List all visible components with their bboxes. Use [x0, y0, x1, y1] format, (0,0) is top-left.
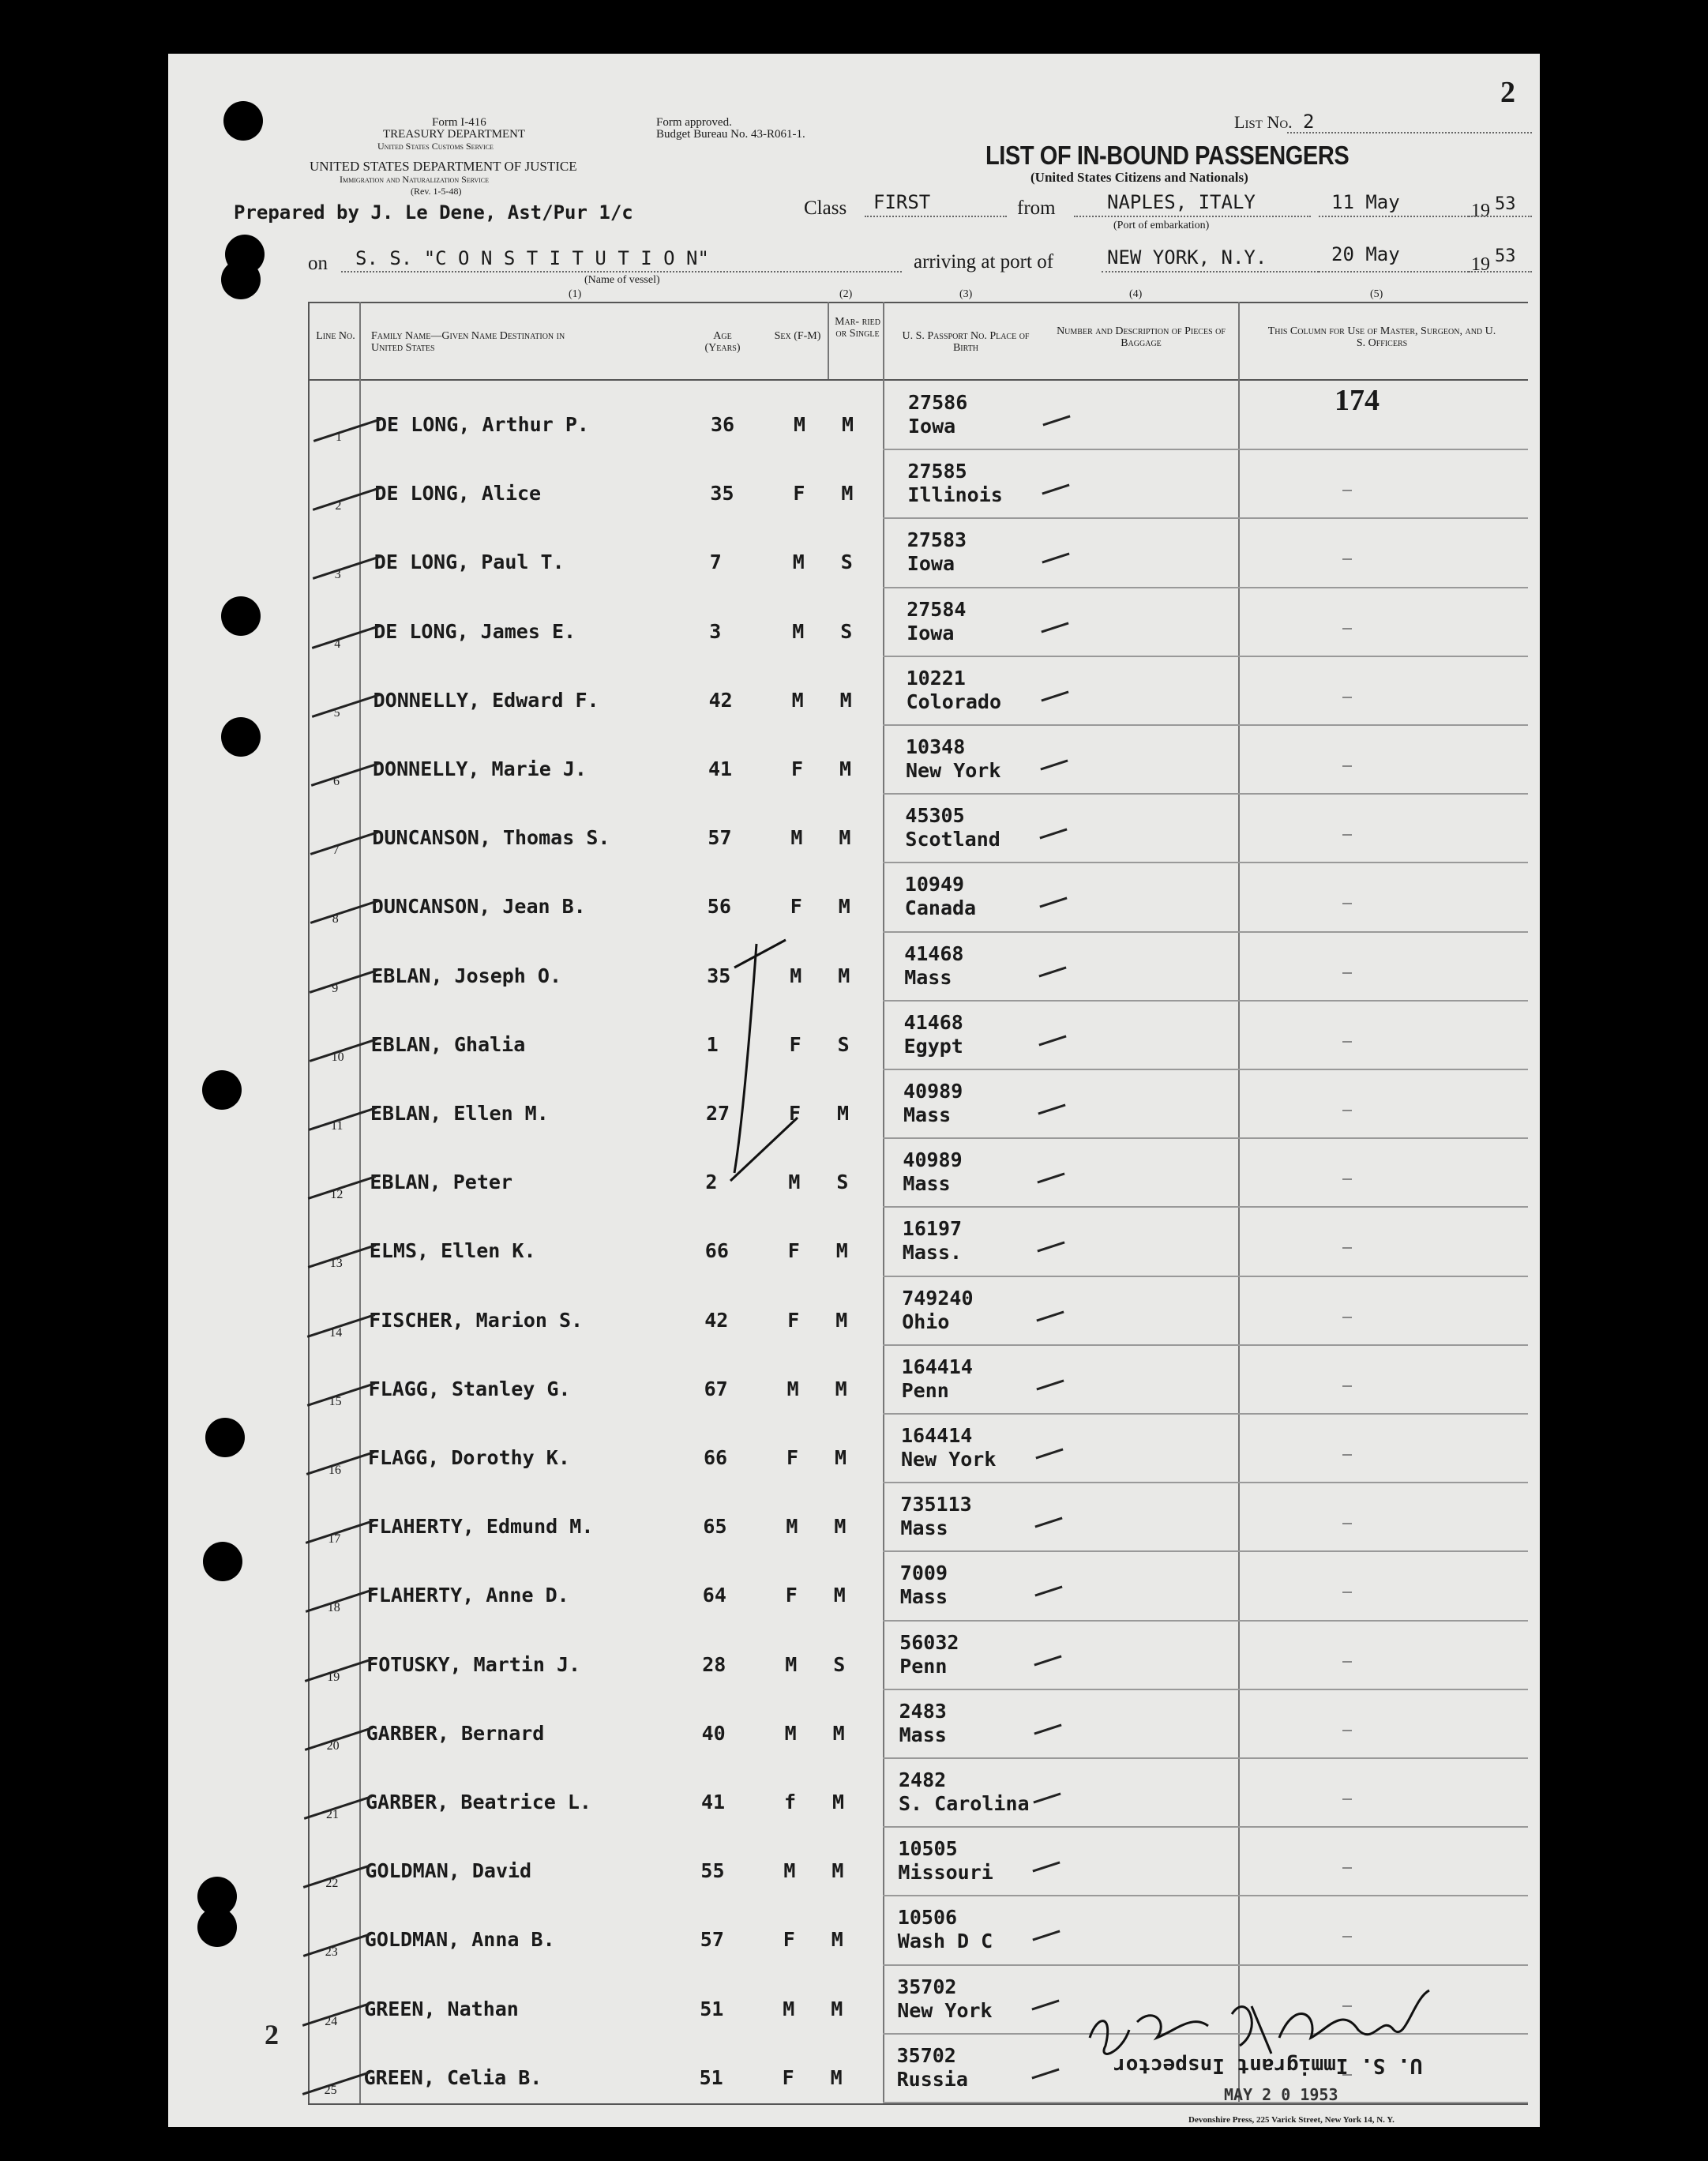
from-port: NAPLES, ITALY — [1107, 191, 1256, 213]
marital-status: M — [838, 895, 850, 919]
passenger-sex: M — [784, 1721, 797, 1745]
row-divider — [883, 1413, 1528, 1415]
row-divider — [883, 862, 1528, 863]
passenger-sex: M — [786, 1377, 799, 1400]
officer-dash-mark — [1342, 490, 1352, 491]
column-number-4: (4) — [1129, 288, 1143, 300]
marital-status: M — [839, 688, 852, 712]
customs-service: United States Customs Service — [377, 141, 494, 152]
passport-number: 40989 — [903, 1080, 963, 1103]
marital-status: M — [841, 482, 854, 505]
passenger-age: 42 — [708, 688, 733, 712]
passenger-sex: M — [790, 964, 802, 987]
marital-status: M — [835, 1446, 847, 1469]
punch-hole — [202, 1070, 242, 1110]
officer-note: 174 — [1334, 384, 1380, 417]
place-of-birth: Illinois — [907, 483, 1003, 507]
marital-status: M — [831, 1928, 843, 1952]
passenger-age: 67 — [704, 1377, 728, 1400]
passenger-age: 40 — [701, 1721, 726, 1745]
row-divider — [883, 1482, 1528, 1483]
passenger-age: 66 — [704, 1446, 728, 1469]
line-number: 17 — [328, 1532, 341, 1547]
budget-bureau: Budget Bureau No. 43-R061-1. — [656, 128, 805, 141]
punch-hole — [221, 260, 261, 299]
class-value: FIRST — [873, 191, 931, 213]
row-divider — [883, 1826, 1528, 1828]
row-divider — [883, 1689, 1528, 1690]
department-of-justice: UNITED STATES DEPARTMENT OF JUSTICE — [310, 159, 577, 174]
passenger-age: 56 — [707, 895, 731, 919]
passenger-age: 28 — [702, 1652, 726, 1676]
marital-status: M — [835, 1308, 848, 1332]
departure-year-prefix: 19 — [1471, 201, 1490, 221]
passenger-sex: M — [788, 1171, 801, 1194]
passport-number: 10506 — [897, 1906, 958, 1930]
passenger-sex: F — [783, 1928, 795, 1952]
row-divider — [883, 1895, 1528, 1896]
passenger-age: 1 — [706, 1032, 719, 1056]
place-of-birth: Russia — [896, 2067, 968, 2091]
punch-hole — [197, 1907, 237, 1947]
place-of-birth: Iowa — [907, 621, 955, 645]
margin-number: 2 — [265, 2019, 279, 2050]
passenger-name: DE LONG, James E. — [374, 619, 576, 643]
line-number: 14 — [329, 1325, 343, 1340]
passenger-name: DE LONG, Arthur P. — [375, 413, 589, 436]
marital-status: M — [839, 757, 852, 780]
column-number-2: (2) — [839, 288, 853, 300]
passport-number: 27584 — [907, 597, 967, 621]
passenger-name: EBLAN, Ghalia — [370, 1032, 526, 1056]
officer-dash-mark — [1342, 1247, 1352, 1249]
passport-number: 40989 — [903, 1148, 963, 1172]
officer-dash-mark — [1342, 1661, 1352, 1663]
passenger-sex: F — [782, 2065, 794, 2089]
passenger-age: 57 — [700, 1928, 724, 1952]
passenger-age: 2 — [705, 1171, 718, 1194]
passport-number: 16197 — [902, 1217, 963, 1241]
officer-dash-mark — [1342, 834, 1352, 836]
row-divider — [883, 1137, 1528, 1139]
officer-dash-mark — [1342, 697, 1352, 698]
row-divider — [883, 587, 1528, 588]
place-of-birth: S. Carolina — [899, 1792, 1030, 1815]
passenger-age: 64 — [702, 1584, 726, 1607]
form-revision: (Rev. 1-5-48) — [411, 186, 462, 197]
row-divider — [883, 1550, 1528, 1552]
passenger-name: DUNCANSON, Thomas S. — [372, 826, 610, 850]
arriving-label: arriving at port of — [914, 251, 1054, 272]
marital-status: M — [834, 1515, 846, 1539]
passport-number: 56032 — [899, 1630, 959, 1654]
punch-hole — [205, 1418, 245, 1457]
officer-dash-mark — [1342, 1110, 1352, 1111]
place-of-birth: New York — [901, 1448, 997, 1471]
place-of-birth: Scotland — [905, 828, 1000, 851]
header-married: Mar- ried or Single — [835, 316, 880, 340]
passenger-name: EBLAN, Ellen M. — [370, 1102, 549, 1125]
passenger-age: 27 — [706, 1102, 730, 1125]
passport-number: 45305 — [905, 804, 965, 828]
passenger-name: ELMS, Ellen K. — [369, 1239, 536, 1263]
passenger-age: 35 — [710, 482, 734, 505]
passenger-age: 36 — [711, 413, 735, 436]
passenger-name: GARBER, Beatrice L. — [366, 1791, 591, 1813]
place-of-birth: Mass — [903, 1103, 952, 1126]
passenger-name: FLAHERTY, Edmund M. — [367, 1515, 594, 1539]
place-of-birth: New York — [897, 1998, 993, 2022]
row-divider — [883, 724, 1528, 726]
line-number: 8 — [332, 912, 339, 926]
marital-status: M — [832, 1791, 845, 1813]
place-of-birth: Wash D C — [897, 1930, 993, 1953]
row-divider — [883, 1069, 1528, 1070]
passport-number: 164414 — [901, 1355, 973, 1378]
line-number: 3 — [334, 568, 341, 582]
passport-number: 164414 — [901, 1424, 973, 1447]
inspector-stamp: U. S. Immigrant Inspector — [1113, 2054, 1423, 2077]
passenger-sex: F — [793, 482, 805, 505]
passenger-age: 65 — [703, 1515, 727, 1539]
passenger-age: 55 — [700, 1859, 725, 1883]
passport-number: 735113 — [900, 1493, 972, 1516]
passenger-name: DONNELLY, Marie J. — [373, 757, 587, 780]
page-number: 2 — [1500, 76, 1515, 109]
row-divider — [883, 2102, 1528, 2103]
line-number: 25 — [324, 2083, 337, 2097]
passport-number: 27586 — [908, 391, 968, 414]
passenger-age: 57 — [708, 826, 732, 850]
line-number: 13 — [329, 1257, 343, 1271]
place-of-birth: New York — [906, 759, 1001, 782]
row-divider — [883, 1276, 1528, 1277]
marital-status: S — [836, 1171, 849, 1194]
passenger-age: 3 — [709, 619, 722, 643]
passenger-age: 66 — [704, 1239, 729, 1263]
place-of-birth: Mass — [900, 1516, 948, 1540]
header-line-no: Line No. — [316, 330, 355, 342]
passport-number: 27585 — [907, 460, 967, 483]
place-of-birth: Penn — [901, 1378, 949, 1402]
arrival-year: 53 — [1495, 246, 1516, 266]
row-divider — [883, 931, 1528, 933]
list-number: 2 — [1303, 111, 1315, 133]
passenger-sex: M — [792, 551, 805, 574]
officer-dash-mark — [1342, 1523, 1352, 1524]
place-of-birth: Penn — [899, 1654, 948, 1678]
passenger-name: FLAHERTY, Anne D. — [366, 1584, 569, 1607]
line-number: 6 — [333, 775, 340, 788]
row-divider — [883, 1206, 1528, 1208]
passport-number: 41468 — [903, 1010, 963, 1034]
passenger-sex: F — [789, 1032, 801, 1056]
passenger-name: GARBER, Bernard — [366, 1721, 545, 1745]
place-of-birth: Missouri — [898, 1861, 993, 1885]
line-number: 22 — [325, 1877, 339, 1891]
line-number: 2 — [335, 499, 342, 513]
officer-dash-mark — [1342, 1317, 1352, 1318]
officer-dash-mark — [1342, 1454, 1352, 1456]
header-officers: This Column for Use of Master, Surgeon, and U. S. Officers — [1267, 325, 1496, 349]
passenger-sex: M — [785, 1652, 798, 1676]
passenger-name: GOLDMAN, Anna B. — [364, 1928, 555, 1952]
passenger-name: DE LONG, Alice — [374, 482, 542, 505]
passport-number: 2482 — [899, 1768, 947, 1791]
place-of-birth: Colorado — [906, 690, 1002, 713]
marital-status: M — [832, 1721, 845, 1745]
officer-dash-mark — [1342, 628, 1352, 630]
row-divider — [883, 793, 1528, 795]
row-divider — [883, 656, 1528, 657]
passenger-name: EBLAN, Joseph O. — [371, 964, 562, 987]
passenger-sex: M — [791, 688, 804, 712]
passenger-sex: M — [792, 619, 805, 643]
passenger-sex: M — [794, 413, 806, 436]
line-number: 20 — [326, 1738, 340, 1753]
line-number: 12 — [330, 1188, 343, 1202]
on-label: on — [308, 253, 328, 274]
row-divider — [883, 1000, 1528, 1002]
passport-number: 7009 — [899, 1562, 948, 1585]
passenger-age: 41 — [701, 1791, 726, 1813]
passenger-age: 51 — [699, 2065, 723, 2089]
row-divider — [883, 1620, 1528, 1622]
row-divider — [883, 1344, 1528, 1346]
passenger-name: GREEN, Nathan — [364, 1997, 519, 2020]
form-approved: Form approved. — [656, 116, 732, 129]
passenger-sex: M — [783, 1997, 795, 2020]
marital-status: S — [837, 1032, 850, 1056]
printer-credit: Devonshire Press, 225 Varick Street, New York 14, N. Y. — [1188, 2115, 1395, 2125]
place-of-birth: Mass. — [902, 1241, 963, 1265]
vessel-label: (Name of vessel) — [584, 274, 660, 286]
officer-dash-mark — [1342, 1178, 1352, 1180]
treasury-department: TREASURY DEPARTMENT — [383, 128, 526, 141]
marital-status: M — [830, 2065, 843, 2089]
officer-dash-mark — [1342, 903, 1352, 904]
line-number: 10 — [331, 1050, 344, 1064]
officer-dash-mark — [1342, 765, 1352, 767]
officer-dash-mark — [1342, 972, 1352, 974]
marital-status: M — [835, 1377, 847, 1400]
place-of-birth: Mass — [903, 1172, 951, 1196]
place-of-birth: Mass — [899, 1585, 948, 1609]
line-number: 4 — [334, 637, 341, 651]
departure-year: 53 — [1495, 194, 1516, 214]
passenger-name: EBLAN, Peter — [370, 1171, 513, 1194]
vessel-name: S. S. "C O N S T I T U T I O N" — [355, 247, 709, 269]
passport-number: 27583 — [907, 528, 967, 552]
column-number-5: (5) — [1370, 288, 1383, 300]
marital-status: S — [833, 1652, 846, 1676]
officer-dash-mark — [1342, 1592, 1352, 1593]
officer-dash-mark — [1342, 1867, 1352, 1869]
port-embarkation-label: (Port of embarkation) — [1113, 220, 1210, 231]
row-divider — [883, 1757, 1528, 1759]
place-of-birth: Mass — [899, 1723, 947, 1746]
column-number-3: (3) — [959, 288, 973, 300]
marital-status: M — [835, 1239, 848, 1263]
document-page — [168, 54, 1540, 2127]
passenger-age: 41 — [708, 757, 733, 780]
punch-hole — [221, 596, 261, 636]
family-bracket-mark — [711, 936, 805, 1189]
line-number: 24 — [325, 2014, 338, 2028]
passport-number: 10505 — [898, 1837, 958, 1861]
header-name: Family Name—Given Name Destination in United States — [371, 330, 565, 354]
passenger-name: FLAGG, Stanley G. — [368, 1377, 571, 1400]
passenger-name: GREEN, Celia B. — [363, 2065, 542, 2089]
place-of-birth: Egypt — [903, 1034, 963, 1058]
line-number: 5 — [333, 705, 340, 720]
passenger-name: FISCHER, Marion S. — [369, 1308, 584, 1332]
line-number: 16 — [328, 1464, 341, 1477]
passenger-sex: M — [790, 826, 803, 850]
passenger-sex: F — [787, 1308, 800, 1332]
immigration-service: Immigration and Naturalization Service — [340, 174, 490, 185]
passport-number: 41468 — [904, 941, 964, 965]
list-number-label: List No. — [1234, 112, 1293, 132]
line-number: 19 — [327, 1670, 340, 1684]
passenger-sex: M — [783, 1859, 796, 1883]
passenger-sex: M — [786, 1515, 798, 1539]
marital-status: M — [831, 1997, 843, 2020]
place-of-birth: Mass — [904, 965, 952, 989]
marital-status: S — [840, 551, 853, 574]
marital-status: S — [840, 619, 853, 643]
header-passport: U. S. Passport No. Place of Birth — [902, 330, 1030, 354]
marital-status: M — [839, 826, 851, 850]
prepared-by: Prepared by J. Le Dene, Ast/Pur 1/c — [234, 201, 633, 224]
marital-status: M — [833, 1584, 846, 1607]
passenger-age: 42 — [704, 1308, 729, 1332]
form-number: Form I-416 — [432, 116, 486, 129]
marital-status: M — [842, 413, 854, 436]
passenger-sex: F — [786, 1446, 799, 1469]
class-label: Class — [804, 197, 847, 219]
punch-hole — [223, 101, 263, 141]
place-of-birth: Ohio — [902, 1310, 950, 1333]
officer-dash-mark — [1342, 1385, 1352, 1387]
passenger-name: DONNELLY, Edward F. — [373, 688, 599, 712]
line-number: 23 — [325, 1945, 338, 1960]
passenger-age: 7 — [709, 551, 722, 574]
passport-number: 10949 — [904, 873, 965, 896]
passenger-sex: F — [787, 1239, 800, 1263]
column-number-1: (1) — [569, 288, 582, 300]
line-number: 18 — [327, 1601, 340, 1615]
row-divider — [883, 449, 1528, 450]
passenger-name: DE LONG, Paul T. — [374, 551, 565, 574]
officer-dash-mark — [1342, 558, 1352, 560]
passenger-age: 51 — [700, 1997, 724, 2020]
from-label: from — [1017, 197, 1056, 219]
passenger-name: DUNCANSON, Jean B. — [371, 895, 586, 919]
officer-dash-mark — [1342, 1041, 1352, 1043]
place-of-birth: Iowa — [908, 415, 956, 438]
passport-number: 749240 — [902, 1286, 974, 1310]
officer-dash-mark — [1342, 1936, 1352, 1937]
arrival-port: NEW YORK, N.Y. — [1107, 246, 1267, 269]
passport-number: 10221 — [906, 666, 966, 690]
line-number: 1 — [336, 430, 342, 444]
passenger-sex: F — [785, 1584, 798, 1607]
passport-number: 2483 — [899, 1699, 947, 1723]
passenger-name: GOLDMAN, David — [365, 1859, 532, 1883]
line-number: 9 — [332, 981, 339, 995]
passport-number: 35702 — [896, 2043, 956, 2067]
document-subtitle: (United States Citizens and Nationals) — [1030, 170, 1248, 185]
place-of-birth: Canada — [904, 896, 977, 920]
officer-dash-mark — [1342, 1798, 1352, 1800]
officer-dash-mark — [1342, 1730, 1352, 1731]
departure-date: 11 May — [1331, 191, 1400, 213]
line-number: 21 — [326, 1808, 339, 1821]
header-sex: Sex (F-M) — [774, 330, 821, 342]
passenger-sex: F — [790, 895, 802, 919]
place-of-birth: Iowa — [907, 552, 955, 576]
line-number: 15 — [328, 1394, 342, 1408]
header-age: Age (Years) — [704, 330, 741, 354]
stamp-date: MAY 2 0 1953 — [1224, 2085, 1338, 2104]
row-divider — [883, 1964, 1528, 1966]
passenger-sex: f — [784, 1791, 797, 1813]
row-divider — [883, 517, 1528, 519]
line-number: 11 — [331, 1119, 343, 1133]
passenger-name: FOTUSKY, Martin J. — [366, 1652, 581, 1676]
passenger-sex: F — [791, 757, 804, 780]
line-number: 7 — [332, 844, 340, 858]
passenger-sex: F — [789, 1102, 801, 1125]
marital-status: M — [837, 1102, 850, 1125]
passenger-age: 35 — [707, 964, 731, 987]
arrival-year-prefix: 19 — [1471, 254, 1490, 275]
passport-number: 35702 — [897, 1975, 957, 1998]
passport-number: 10348 — [906, 735, 966, 758]
marital-status: M — [838, 964, 850, 987]
passenger-name: FLAGG, Dorothy K. — [368, 1446, 570, 1469]
marital-status: M — [831, 1859, 844, 1883]
arrival-date: 20 May — [1331, 243, 1400, 265]
document-title: LIST OF IN-BOUND PASSENGERS — [985, 141, 1350, 170]
punch-hole — [221, 717, 261, 757]
punch-hole — [203, 1542, 242, 1581]
header-baggage: Number and Description of Pieces of Baggage — [1057, 325, 1226, 349]
